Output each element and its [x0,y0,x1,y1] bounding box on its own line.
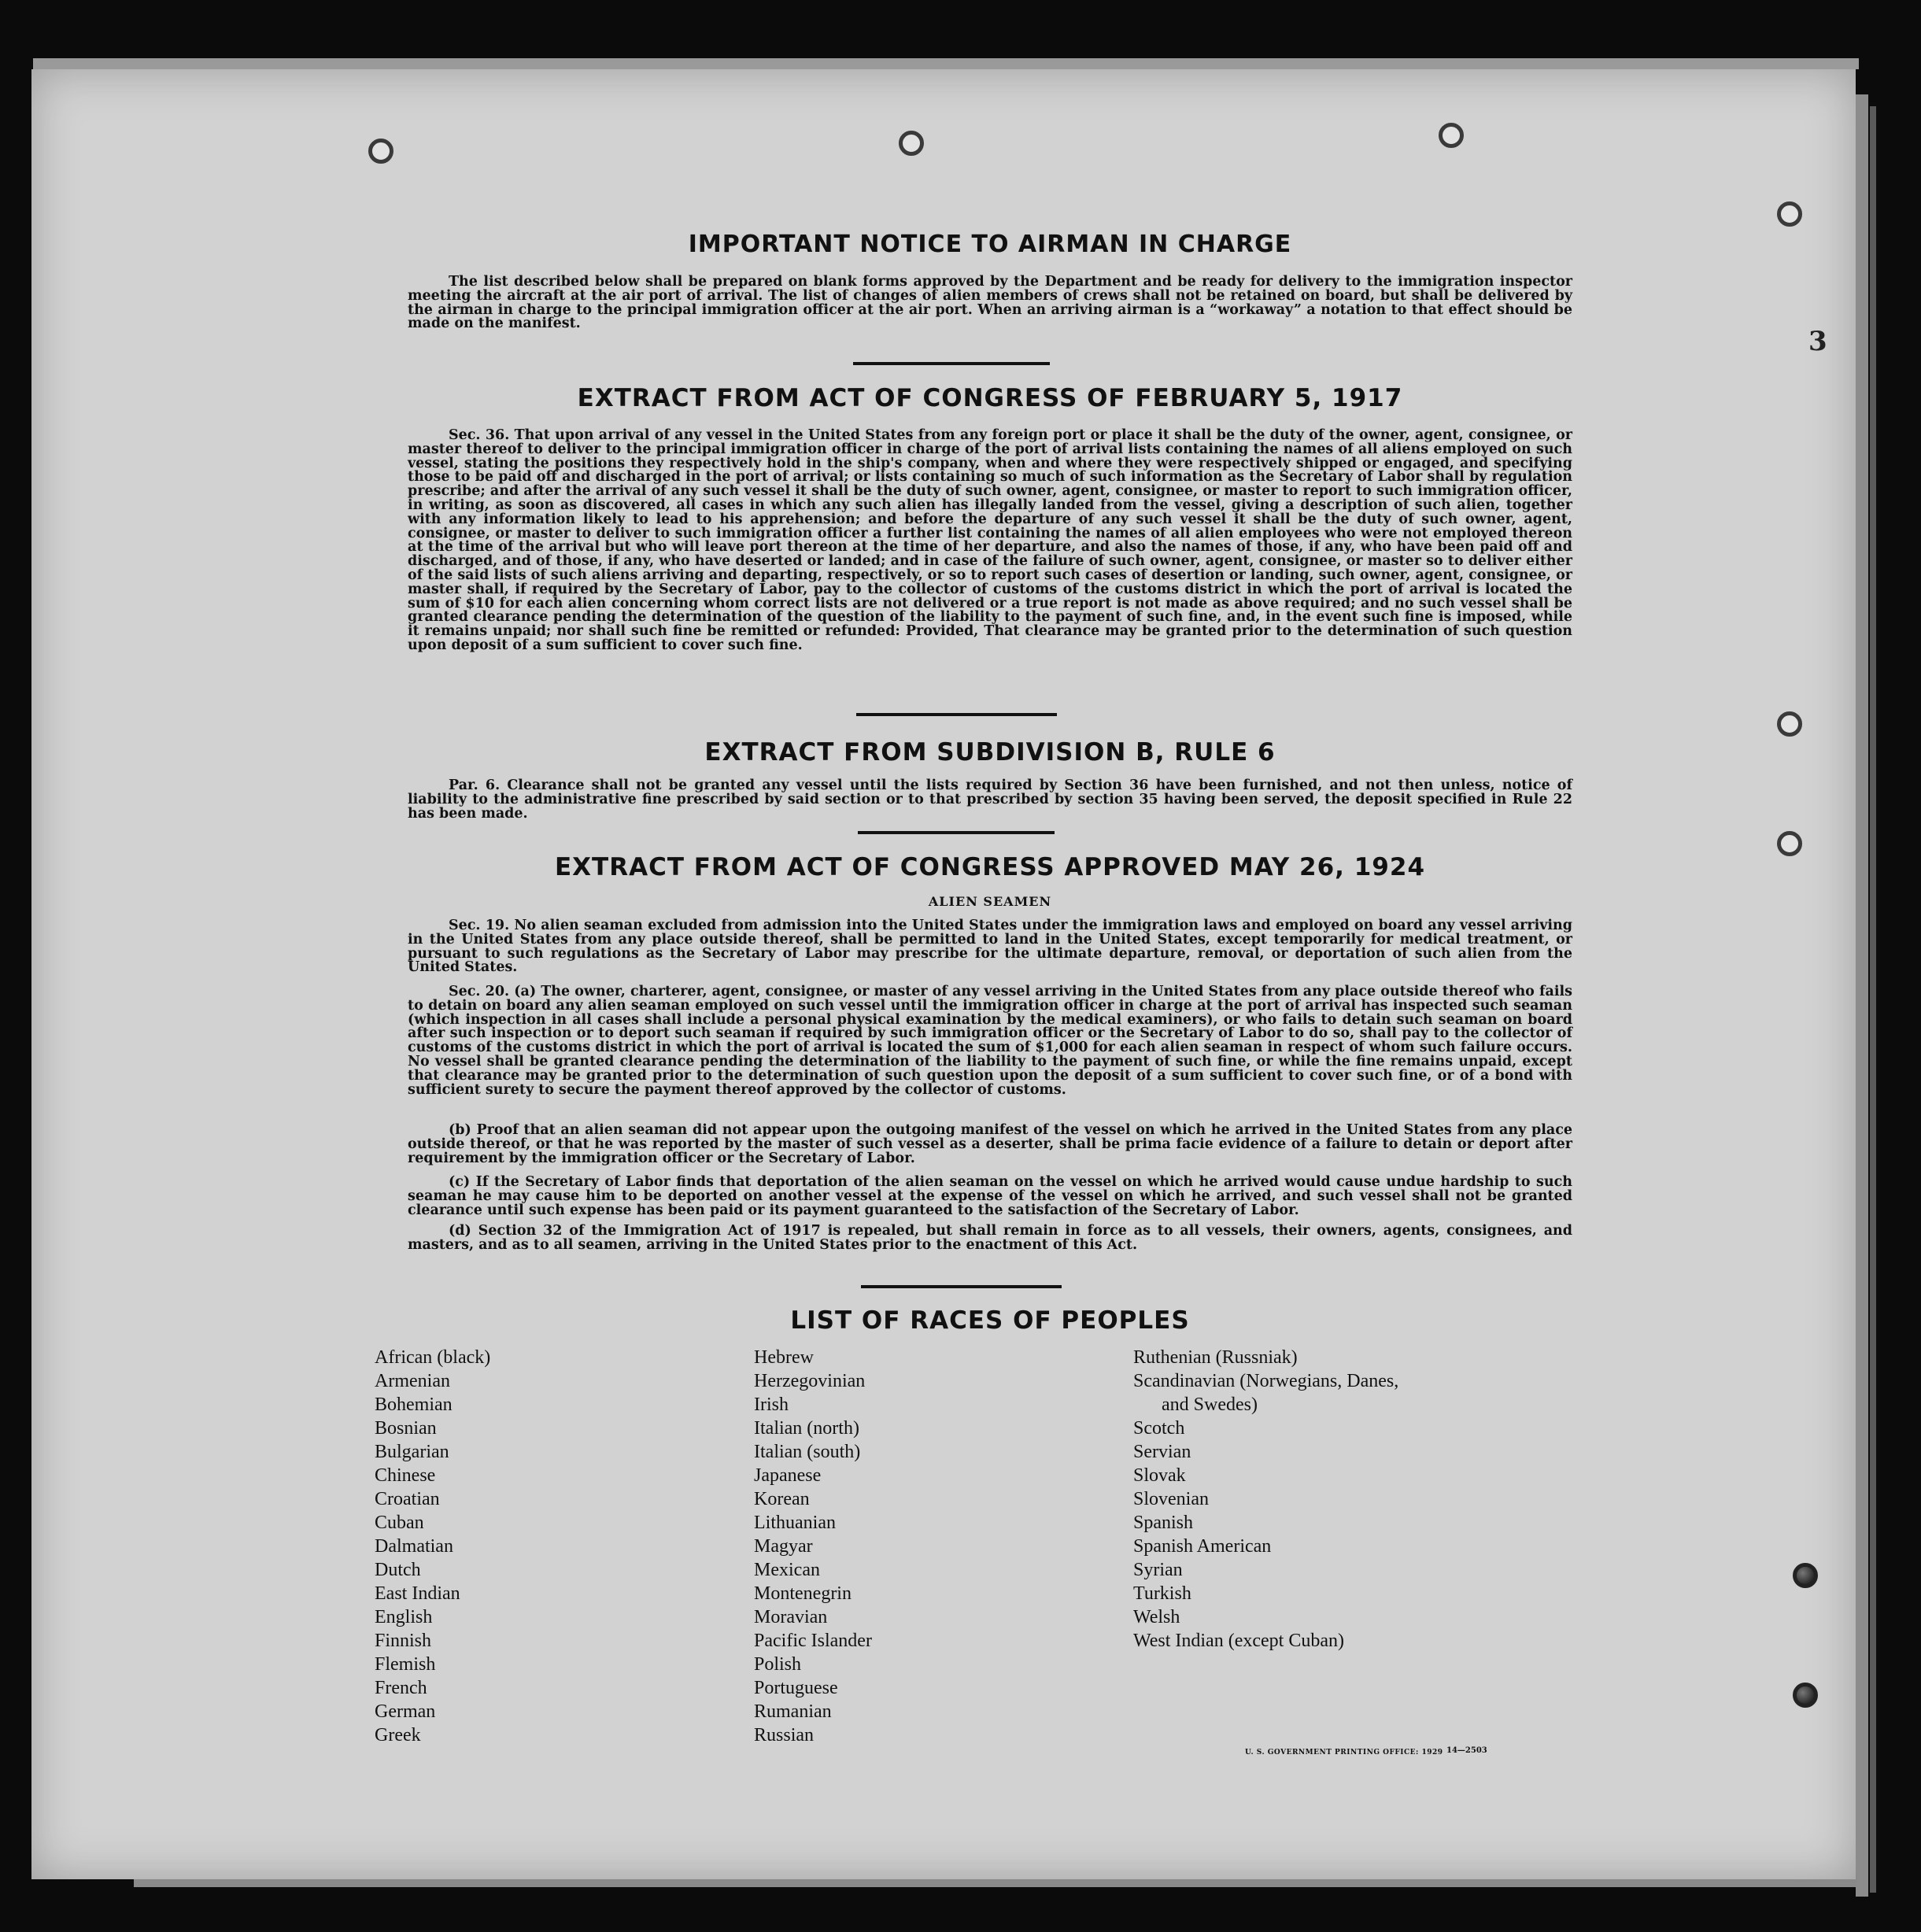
race-item: Herzegovinian [754,1371,866,1391]
race-item: Irish [754,1395,789,1415]
race-item: Slovak [1133,1465,1186,1486]
race-item: Flemish [375,1654,436,1675]
race-item: Polish [754,1654,802,1675]
punch-hole-icon [1793,1563,1818,1588]
punch-hole-icon [368,139,393,164]
race-item: Lithuanian [754,1513,836,1533]
race-item: French [375,1678,427,1698]
printer-imprint: U. S. GOVERNMENT PRINTING OFFICE: 1929 [1245,1749,1443,1757]
race-item: Moravian [754,1607,828,1627]
races-title: LIST OF RACES OF PEOPLES [790,1306,1190,1335]
sec-19-text: Sec. 19. No alien seaman excluded from admission into the United States under the immigration laws and employed on board any vessel arriving in the United States from any place outside thereof, shall be permitted to land in the United States, except temporarily for medical treatment, or pursuant to such regulations as the Secretary of Labor may prescribe for the ultimate departure, removal, or deportation of such alien from the United States. [408,918,1572,976]
race-item: Armenian [375,1371,450,1391]
race-item: Servian [1133,1442,1191,1462]
race-item: Turkish [1133,1583,1191,1604]
race-item: Bosnian [375,1418,437,1439]
race-item: Slovenian [1133,1489,1209,1509]
page-edge-top [33,58,1859,69]
sec-20a-text: Sec. 20. (a) The owner, charterer, agent, consignee, or master of any vessel arriving in the United States from any place outside thereof who fails to detain on board any alien seaman employed on such vessel until the immigration officer in charge at the port of arrival has inspected such seaman (which inspection in all cases shall include a personal physical examination by the medical examiners), or who fails to detain such seaman on board after such inspection or to deport such seaman if required by such immigration officer or the Secretary of Labor to do so, shall pay to the collector of customs of the customs district in which the port of arrival is located the sum of $1,000 for each alien seaman in respect of whom such failure occurs. No vessel shall be granted clearance pending the determination of the liability to the payment of such fine, or while the fine remains unpaid, except that clearance may be granted prior to the determination of such question upon the deposit of a sum sufficient to cover such fine, or of a bond with sufficient surety to secure the payment thereof approved by the collector of customs. [408,984,1572,1098]
act-1924-title: EXTRACT FROM ACT OF CONGRESS APPROVED MAY 26, 1924 [554,853,1426,881]
divider [856,713,1057,716]
notice-title: IMPORTANT NOTICE TO AIRMAN IN CHARGE [688,231,1292,258]
divider [858,831,1055,834]
race-item: Scandinavian (Norwegians, Danes, [1133,1371,1399,1391]
race-item: Italian (south) [754,1442,861,1462]
page-edge-right-shadow [1870,106,1876,1893]
notice-text: The list described below shall be prepared on blank forms approved by the Department and be ready for delivery to the immigration inspector meeting the aircraft at the air port of arrival. The list of changes of alien members of crews shall not be retained on board, but shall be delivered by the airman in charge to the principal immigration officer at the air port. When an arriving airman is a “workaway” a notation to that effect should be made on the manifest. [408,274,1572,332]
form-number: 14—2503 [1446,1746,1487,1755]
divider [853,362,1050,365]
race-item: Dutch [375,1560,421,1580]
race-item: Rumanian [754,1701,832,1722]
punch-hole-icon [1777,201,1802,227]
race-item: Cuban [375,1513,424,1533]
punch-hole-icon [899,131,924,156]
document-page [31,69,1856,1879]
races-column-1 [375,1346,490,1747]
act-1917-title: EXTRACT FROM ACT OF CONGRESS OF FEBRUARY 5, 1917 [577,384,1403,412]
race-item: Ruthenian (Russniak) [1133,1347,1298,1368]
race-item: Pacific Islander [754,1631,872,1651]
race-item: Dalmatian [375,1536,453,1557]
punch-hole-icon [1777,711,1802,737]
race-item: Italian (north) [754,1418,859,1439]
punch-hole-icon [1777,831,1802,856]
race-item: East Indian [375,1583,460,1604]
race-item: Portuguese [754,1678,838,1698]
punch-hole-icon [1793,1683,1818,1708]
race-item: Spanish American [1133,1536,1272,1557]
race-item: Mexican [754,1560,820,1580]
divider [861,1285,1062,1288]
race-item: German [375,1701,436,1722]
race-item: Syrian [1133,1560,1183,1580]
race-item: Spanish [1133,1513,1194,1533]
race-item: Croatian [375,1489,440,1509]
race-item: Magyar [754,1536,813,1557]
race-item: Greek [375,1725,421,1745]
act-1917-text: Sec. 36. That upon arrival of any vessel in the United States from any foreign port or place it shall be the duty of the owner, agent, consignee, or master thereof to deliver to the principal immigration officer in charge of the port of arrival lists containing the names of all aliens employed on such vessel, stating the positions they respectively hold in the ship's company, when and where they were respectively shipped or engaged, and specifying those to be paid off and discharged in the port of arrival; or lists containing so much of such information as the Secretary of Labor shall by regulation prescribe; and after the arrival of any such vessel it shall be the duty of such owner, agent, consignee, or master to report to such immigration officer, in writing, as soon as discovered, all cases in which any such alien has illegally landed from the vessel, giving a description of such alien, together with any information likely to lead to his apprehension; and before the departure of any such vessel it shall be the duty of such owner, agent, consignee, or master to deliver to such immigration officer a further list containing the names of all alien employees who were not employed thereon at the time of the arrival but who will leave port thereon at the time of her departure, and also the names of those, if any, who have been paid off and discharged, and of those, if any, who have deserted or landed; and in case of the failure of such owner, agent, consignee, or master so to deliver either of the said lists of such aliens arriving and departing, respectively, or so to report such cases of desertion or landing, such owner, agent, consignee, or master shall, if required by the Secretary of Labor, pay to the collector of customs of the customs district in which the port of arrival is located the sum of $10 for each alien concerning whom correct lists are not delivered or a true report is not made as above required; and no such vessel shall be granted clearance pending the determination of the question of the liability to the payment of such fine, and, in the event such fine is imposed, while it remains unpaid; nor shall such fine be remitted or refunded: Provided, That clearance may be granted prior to the determination of such question upon deposit of a sum sufficient to cover such fine. [408,427,1572,653]
race-item: Bulgarian [375,1442,449,1462]
punch-hole-icon [1439,123,1464,148]
race-item: African (black) [375,1347,491,1368]
race-item: Korean [754,1489,810,1509]
race-item: Bohemian [375,1395,453,1415]
margin-mark: 3 [1808,326,1827,357]
race-item: Hebrew [754,1347,814,1368]
race-item: West Indian (except Cuban) [1133,1631,1344,1651]
page-edge-right [1856,94,1868,1897]
race-item: Japanese [754,1465,822,1486]
race-item: English [375,1607,433,1627]
races-column-2 [754,1346,872,1747]
sec-20b-text: (b) Proof that an alien seaman did not appear upon the outgoing manifest of the vessel on which he arrived in the United States from any place outside thereof, or that he was reported by the master of such vessel as a deserter, shall be prima facie evidence of a failure to detain or deport after requirement by the immigration officer or the Secretary of Labor. [408,1122,1572,1166]
sec-20c-text: (c) If the Secretary of Labor finds that deportation of the alien seaman on the vessel on which he arrived would cause undue hardship to such seaman he may cause him to be deported on another vessel at the expense of the vessel on which he arrived, and such vessel shall not be granted clearance until such expense has been paid or its payment guaranteed to the satisfaction of the Secretary of Labor. [408,1174,1572,1218]
race-item: Welsh [1133,1607,1180,1627]
rule-6-title: EXTRACT FROM SUBDIVISION B, RULE 6 [704,738,1276,767]
races-column-3 [1133,1346,1398,1653]
race-item: and Swedes) [1162,1395,1258,1415]
race-item: Scotch [1133,1418,1185,1439]
race-item: Russian [754,1725,815,1745]
act-1924-subtitle: ALIEN SEAMEN [928,894,1052,909]
race-item: Montenegrin [754,1583,852,1604]
race-item: Chinese [375,1465,436,1486]
race-item: Finnish [375,1631,432,1651]
rule-6-text: Par. 6. Clearance shall not be granted any vessel until the lists required by Section 36 have been furnished, and not then unless, notice of liability to the administrative fine prescribed by said section or to that prescribed by section 35 having been served, the deposit specified in Rule 22 has been made. [408,778,1572,822]
sec-20d-text: (d) Section 32 of the Immigration Act of 1917 is repealed, but shall remain in force as to all vessels, their owners, agents, consignees, and masters, and as to all seamen, arriving in the United States prior to the enactment of this Act. [408,1223,1572,1253]
